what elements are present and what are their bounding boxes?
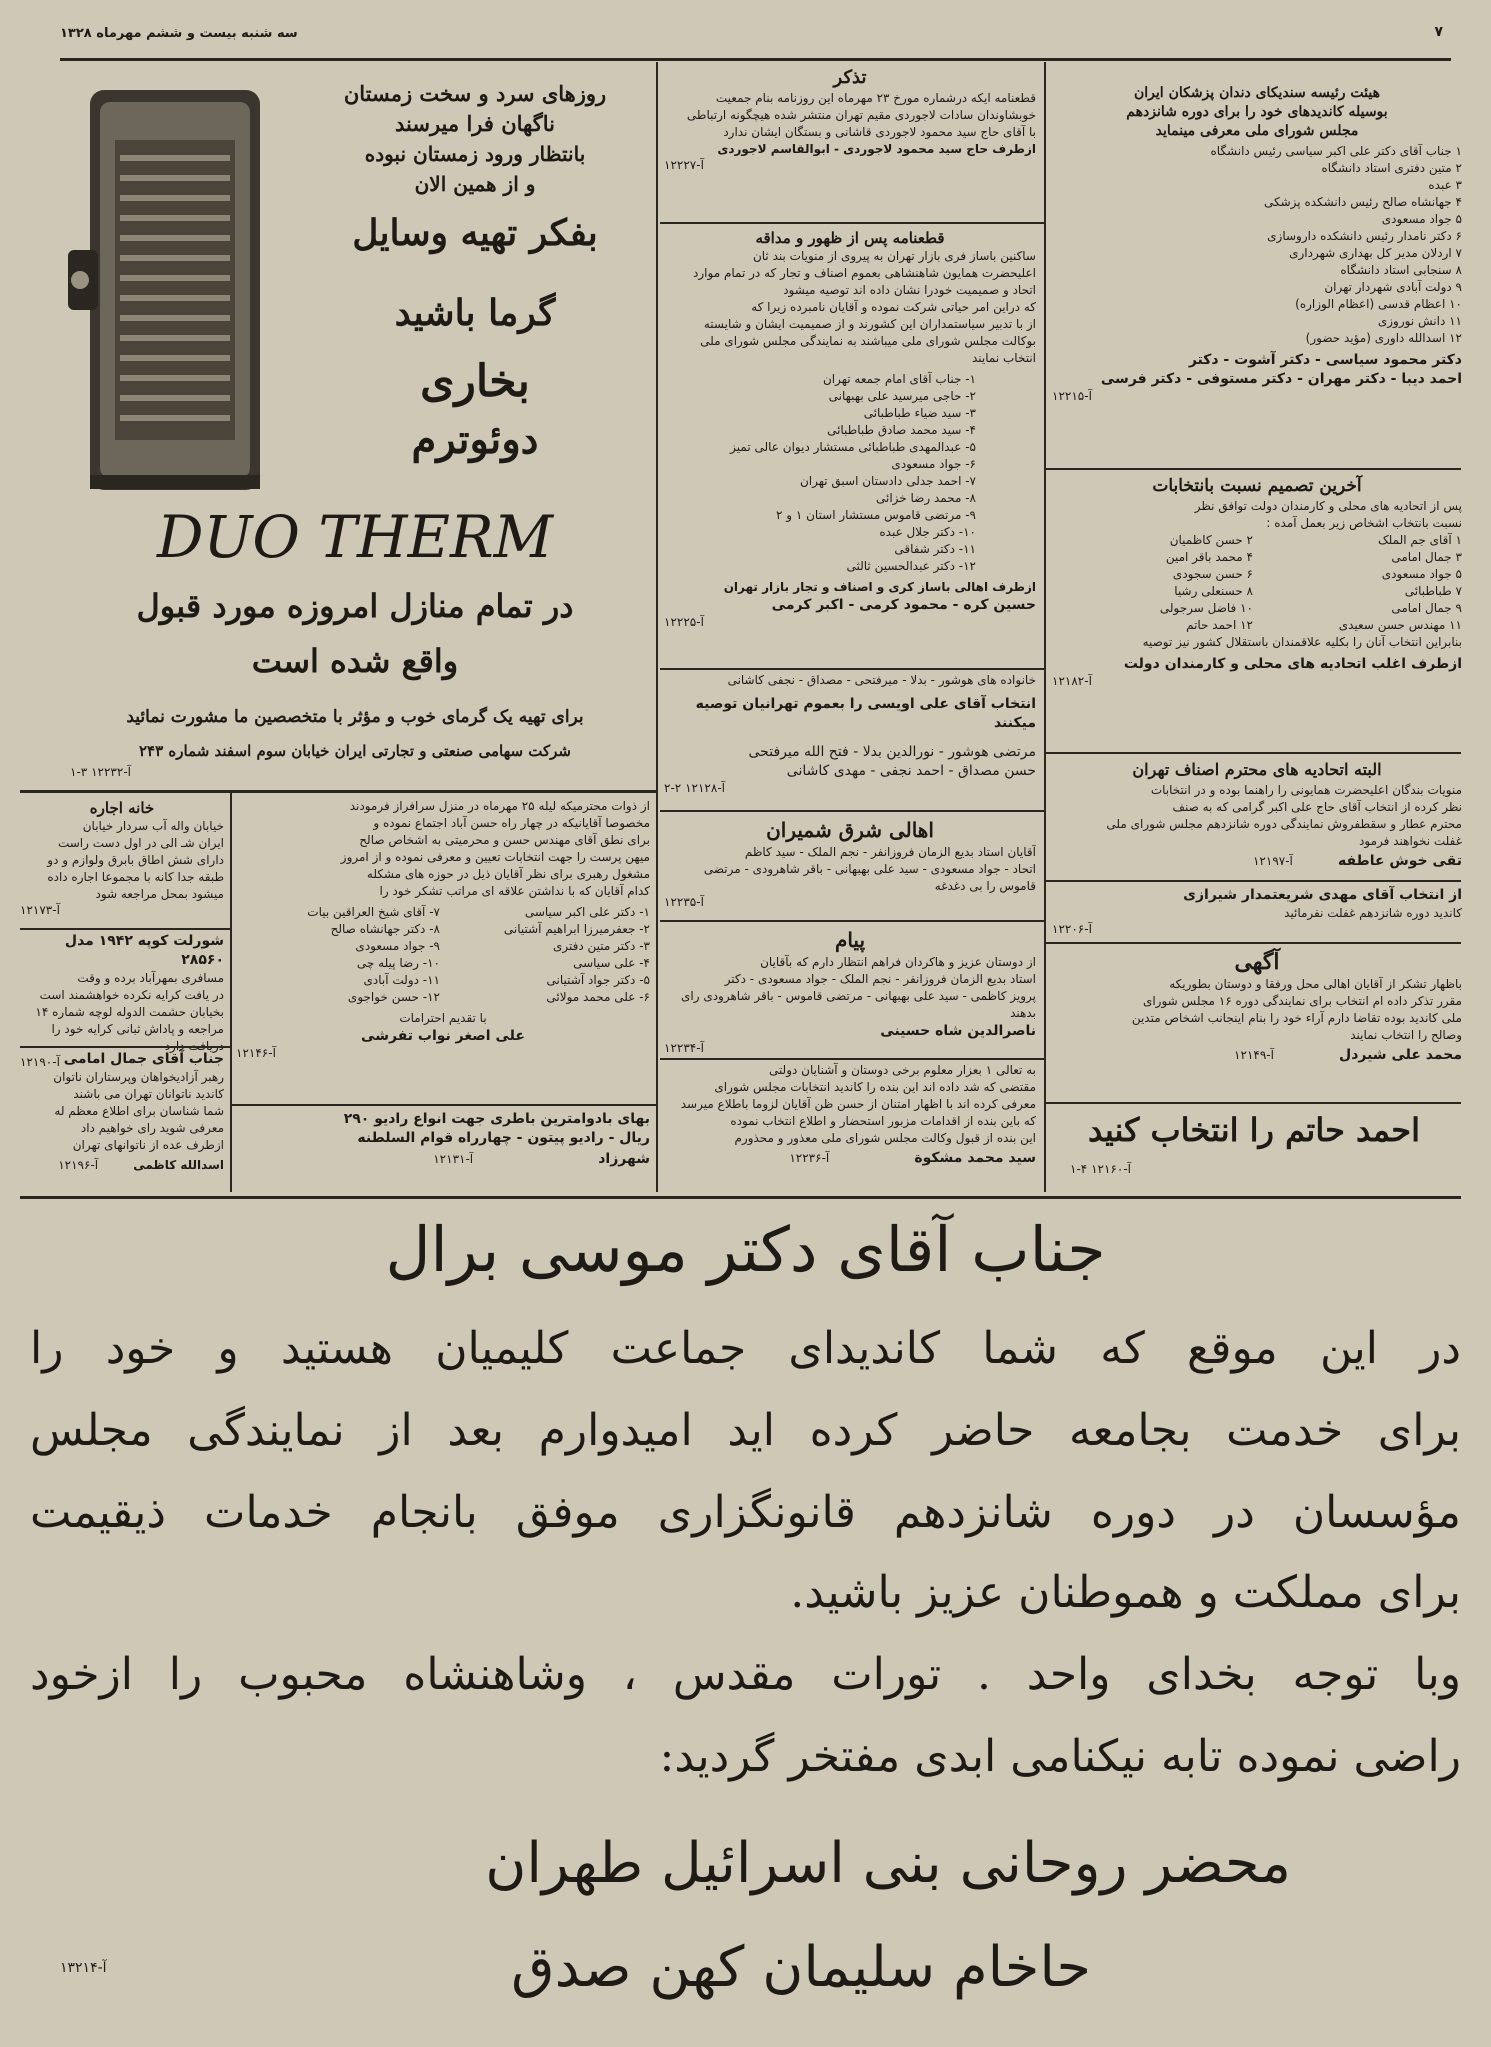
dentist-item: ۱ جناب آقای دکتر علی اکبر سیاسی رئیس دانشگاه (1210, 144, 1462, 158)
right-rule-5 (1046, 1102, 1461, 1104)
mid-rule-2 (660, 668, 1044, 670)
thanks-sign-1: با تقدیم احترامات (399, 1011, 487, 1025)
sheikh-text: از انتخاب آقای مهدی شریعتمدار شیرازی (1183, 887, 1462, 903)
dentist-sign-2: احمد دیبا - دکتر مهران - دکتر مستوفی - دکتر فرسی (1100, 371, 1462, 387)
rent-ref: آ-۱۲۱۷۳ (20, 903, 60, 917)
owaysi-notice (664, 672, 1036, 795)
letter-line-7: راضی نموده تابه نیکنامی ابدی مفتخر گردید: (659, 1731, 1461, 1782)
last-sign: ازطرف اغلب اتحادیه های محلی و کارمندان دولت (1123, 656, 1462, 672)
last-title: آخرین تصمیم نسبت بانتخابات (1152, 476, 1362, 496)
emami-ref: آ-۱۲۱۹۶ (58, 1158, 99, 1172)
qatnameh-item: ۱۱- دکتر شفاقی (894, 542, 976, 556)
agahi-line: مقرر تذکر داده ام انتخاب برای نمایندگی دوره ۱۶ مجلس شورای (1142, 994, 1462, 1008)
qatnameh-line: از با تدبیر سیاستمداران این کشورند و از صمیمیت ایشان و شایسته (703, 317, 1036, 331)
thanks-item: ۸- دکتر جهانشاه صالح (330, 922, 440, 936)
qatnameh-ref: آ-۱۲۲۲۵ (664, 615, 704, 629)
thanks-ref: آ-۱۲۱۴۶ (236, 1046, 276, 1060)
car-line: مراجعه و پاداش ثبانی کرایه خود را (51, 1022, 224, 1036)
thanks-line: میهن پرست را جهت انتخابات تعیین و معرفی نموده و از امروز (340, 850, 650, 864)
last-item: ۱۰ فاضل سرجولی (1159, 601, 1253, 615)
dentist-item: ۶ دکتر نامدار رئیس دانشکده داروسازی (1267, 229, 1462, 243)
mashkut-line: به تعالی ۱ بعزار معلوم برخی دوستان و آشنایان دولتی (768, 1063, 1036, 1077)
radio-line-2: ریال - رادیو پیتون - چهارراه قوام السلطنه (357, 1130, 650, 1146)
letter-line-4: مؤسسان در دوره شانزدهم قانونگزاری موفق بانجام خدمات ذیقیمت (30, 1487, 1461, 1538)
agahi-line: باظهار تشکر از آقایان اهالی محل ورفقا و دوستان بطوریکه (1169, 977, 1462, 991)
heater-line3: بانتظار ورود زمستان نبوده (364, 142, 586, 166)
column-divider-left (656, 62, 658, 1192)
right-rule-2 (1046, 752, 1461, 754)
dentist-title-1: هیئت رئیسه سندیکای دندان پزشکان ایران (1134, 85, 1380, 101)
last-item: ۳ جمال امامی (1391, 550, 1462, 564)
mashkut-line: این بنده از قبول وکالت مجلس شورای ملی معذور و محذورم (734, 1131, 1036, 1145)
mashkut-line: معرفی کرده اند با اظهار امتنان از حسن ظن آقایان لزوما باطلاع میرسد (680, 1097, 1036, 1111)
radio-ad (236, 1110, 650, 1169)
dentist-notice (1052, 84, 1462, 403)
qatnameh-item: ۱۲- دکتر عبدالحسین ثالثی (846, 559, 976, 573)
thanks-notice (236, 798, 650, 1060)
thanks-item: ۷- آقای شیخ العراقین بیات (307, 905, 440, 919)
mashkut-sign: سید محمد مشکوة (914, 1150, 1036, 1166)
owaysi-families: خانواده های هوشور - بدلا - میرفتحی - مصداق - نجفی کاشانی (727, 673, 1036, 687)
hatam-slogan: احمد حاتم را انتخاب کنید (1088, 1111, 1420, 1149)
dentist-item: ۷ اردلان مدیر کل بهداری شهرداری (1289, 246, 1462, 260)
rent-line: میشود بمحل مراجعه شود (95, 887, 224, 901)
letter-signature-org: محضر روحانی بنی اسرائیل طهران (485, 1831, 1291, 1896)
last-item: ۵ جواد مسعودی (1381, 567, 1462, 581)
car-ref: آ-۱۲۱۹۰ (20, 1055, 60, 1069)
qatnameh-item: ۵- عبدالمهدی طباطبائی مستشار دیوان عالی تمیز (730, 440, 976, 454)
shemiran-notice (664, 816, 1036, 909)
emami-line: کاندید ناتوانان تهران می باشند (73, 1087, 224, 1101)
agahi-title: آگهی (1234, 949, 1280, 975)
qatnameh-sign: ازطرف اهالی باساز کری و اصناف و تجار بازار تهران (723, 580, 1036, 594)
heater-line9: در تمام منازل امروزه مورد قبول (136, 587, 574, 625)
dentist-item: ۱۲ اسدالله داوری (مؤید حضور) (1305, 331, 1462, 345)
qatnameh-line: انتخاب نمایند (971, 351, 1036, 365)
dentist-item: ۵ جواد مسعودی (1381, 212, 1462, 226)
qatnameh-item: ۳- سید ضیاء طباطبائی (863, 406, 976, 420)
heater-line10: واقع شده است (251, 642, 459, 680)
car-title: شورلت کوپه ۱۹۴۲ مدل ۲۸۵۶۰ (64, 933, 224, 968)
owaysi-names: مرتضی هوشور - نورالدین بدلا - فتح الله میرفتحی (748, 744, 1036, 760)
qatnameh-item: ۷- احمد جدلی دادستان اسبق تهران (799, 474, 976, 488)
payam-notice (664, 926, 1036, 1055)
lower-section-rule (20, 1196, 1461, 1199)
qatnameh-title: قطعنامه پس از ظهور و مداقه (755, 229, 945, 247)
right-rule-3 (1046, 880, 1461, 882)
payam-line: پرویز کاظمی - سید علی بهبهانی - مرتضی قاموس - باقر شاهرودی رای (680, 989, 1036, 1003)
payam-line: استاد بدیع الزمان فروزانفر - نجم الملک - جواد مسعودی - دکتر (724, 972, 1036, 986)
agahi-sign: محمد علی شیردل (1339, 1047, 1462, 1063)
mashkut-ref: آ-۱۲۲۳۶ (789, 1151, 830, 1165)
dentist-title-2: بوسیله کاندیدهای خود را برای دوره شانزدهم (1126, 104, 1388, 120)
owaysi-names2: حسن مصداق - احمد نجفی - مهدی کاشانی (786, 763, 1036, 779)
shemiran-line: قاموس را بی دغدغه (934, 879, 1036, 893)
qatnameh-line: بوکالت مجلس شورای ملی میباشند به نمایندگی مجلس شورای ملی (700, 334, 1036, 348)
payam-line: بدهند (1010, 1006, 1036, 1020)
rent-title: خانه اجاره (89, 799, 155, 817)
payam-sign: ناصرالدین شاه حسینی (880, 1023, 1036, 1039)
agahi-notice (1052, 948, 1462, 1065)
heater-company: شرکت سهامی صنعتی و تجارتی ایران خیابان سوم اسفند شماره ۲۴۳ (139, 742, 571, 760)
small-rule-1 (20, 928, 230, 930)
emami-line: شما شناسان برای اطلاع معظم له (54, 1104, 224, 1118)
emami-line: معرفی شوید رای خواهیم داد (80, 1121, 224, 1135)
qatnameh-names: حسین کره - محمود کرمی - اکبر کرمی (771, 597, 1036, 613)
qatnameh-item: ۸- محمد رضا خزائی (876, 491, 976, 505)
agahi-line: وصالح را انتخاب نمایند (1350, 1028, 1462, 1042)
qatnameh-item: ۱- جناب آقای امام جمعه تهران (822, 372, 976, 386)
agahi-line: ملی کاندید بوده تقاضا دارم آراء خود را بنام اینجانب اشخاص متدین (1131, 1011, 1462, 1025)
mid-rule-1 (660, 222, 1044, 224)
rent-line: طبقه جدا کانه با مجموعا اجاره داده (47, 870, 224, 884)
emami-title: جناب آقای جمال امامی (63, 1051, 224, 1067)
qatnameh-item: ۴- سید محمد صادق طباطبائی (827, 423, 976, 437)
last-ref: آ-۱۲۱۸۲ (1052, 674, 1092, 688)
qatnameh-item: ۶- جواد مسعودی (891, 457, 976, 471)
tazakor-line: ازطرف حاج سید محمود لاجوردی - ابوالقاسم لاجوردی (717, 142, 1036, 156)
masthead-date: سه شنبه بیست و ششم مهرماه ۱۳۲۸ (60, 26, 298, 41)
emami-line: ازطرف عده از ناتوانهای تهران (72, 1138, 224, 1152)
heater-bottom-rule (20, 790, 656, 793)
letter-line-5: برای مملکت و هموطنان عزیز باشید. (790, 1567, 1461, 1618)
dentist-ref: آ-۱۲۲۱۵ (1052, 389, 1092, 403)
tazakor-line: قطعنامه ایکه درشماره مورخ ۲۳ مهرماه این روزنامه بنام جمعیت (715, 91, 1036, 105)
heater-brand-latin: DUO THERM (156, 503, 554, 571)
mashkut-line: مقتضی که شد داده اند این بنده را کاندید انتخابات مجلس شورای (714, 1080, 1036, 1094)
rent-line: خیابان واله آب سردار خیابان (82, 819, 224, 833)
last-item: ۱ آقای جم الملک (1377, 533, 1462, 547)
emami-line: رهبر آزادیخواهان وپرستاران ناتوان (53, 1070, 224, 1084)
thanks-item: ۹- جواد مسعودی (355, 939, 440, 953)
shemiran-line: اتحاد - جواد مسعودی - سید علی بهبهانی - باقر شاهرودی - مرتضی (703, 862, 1036, 876)
asnaf-notice (1052, 758, 1462, 871)
asnaf-line: منویات بندگان اعلیحضرت همایونی را راهنما بوده و در انتخابات (1150, 783, 1462, 797)
qatnameh-line: اعلیحضرت همایون شاهنشاهی بعموم اصناف و تجار که در تمام موارد (693, 266, 1036, 280)
thanks-item: ۱- دکتر علی اکبر سیاسی (524, 905, 650, 919)
qatnameh-line: که دراین امر حیاتی شرکت نموده و آقایان نامبرده زیرا که (751, 300, 1036, 314)
small-col-divider (230, 792, 232, 1192)
heater-line7: بخاری (420, 356, 530, 407)
payam-title: پیام (834, 928, 866, 952)
thanks-item: ۲- جعفرمیرزا ابراهیم آشتیانی (503, 922, 650, 936)
radio-ref: آ-۱۲۱۳۱ (433, 1152, 474, 1166)
heater-line1: روزهای سرد و سخت زمستان (343, 81, 607, 106)
sheikh-notice (1052, 886, 1462, 936)
hatam-ref: آ-۱۲۱۶۰ ۴-۱ (1070, 1162, 1131, 1176)
thanks-line: کدام آقایان که با نداشتن علاقه ای مراتب تشکر خود را (379, 884, 650, 898)
heater-line2: ناگهان فرا میرسند (395, 111, 555, 136)
last-decision-notice (1052, 474, 1462, 688)
emami-notice (20, 1050, 224, 1174)
qatnameh-item: ۲- حاجی میرسید علی بهبهانی (828, 389, 976, 403)
emami-sign: اسدالله کاظمی (133, 1158, 224, 1172)
asnaf-sign: تقی خوش عاطفه (1337, 853, 1462, 869)
last-note: بنابراین انتخاب آنان را بکلیه علاقمندان باستقلال کشور نیز توصیه (1142, 635, 1462, 649)
qatnameh-line: اتحاد و صمیمیت خودرا نشان داده اند توصیه میشود (783, 283, 1036, 297)
last-item: ۱۲ احمد حاتم (1186, 618, 1253, 632)
radio-shop: شهرزاد (598, 1151, 650, 1167)
last-item: ۱۱ مهندس حسن سعیدی (1338, 618, 1462, 632)
asnaf-ref: آ-۱۲۱۹۷ (1252, 854, 1293, 868)
shemiran-ref: آ-۱۲۲۳۵ (664, 895, 704, 909)
rent-notice (20, 798, 224, 917)
letter-line-2: در این موقع که شما کاندیدای جماعت کلیمیان هستید و خود را (30, 1323, 1461, 1374)
last-line: پس از اتحادیه های محلی و کارمندان دولت توافق نظر (1194, 499, 1462, 513)
right-rule-1 (1046, 468, 1461, 470)
shemiran-title: اهالی شرق شمیران (766, 818, 934, 842)
column-divider-right (1044, 62, 1046, 1192)
thanks-item: ۱۲- حسن خواجوی (347, 990, 440, 1004)
center-rule (232, 1104, 656, 1106)
car-line: مسافری بمهرآباد برده و وقت (77, 971, 224, 985)
qatnameh-notice (664, 228, 1036, 629)
sheikh-ref: آ-۱۲۲۰۶ (1052, 922, 1092, 936)
tazakor-line: خوبشاوندان سادات لاجوردی مقیم تهران منتشر شده هیچگونه ارتباطی (686, 108, 1036, 122)
thanks-item: ۵- دکتر جواد آشتیانی (546, 973, 650, 987)
page-number: ۷ (1434, 24, 1443, 40)
tazakor-notice (664, 66, 1036, 172)
thanks-line: مخصوصا آقایانیکه در چهار راه حسن آباد اجتماع نموده و (373, 816, 650, 830)
thanks-item: ۳- دکتر متین دفتری (552, 939, 650, 953)
mashkut-line: که باین بنده از اقدامات مزبور استحضار و اطلاع انتخاب نموده (730, 1114, 1036, 1128)
last-item: ۷ طباطبائی (1404, 584, 1462, 598)
heater-illustration (60, 80, 280, 500)
dentist-item: ۱۱ دانش نوروزی (1377, 314, 1462, 328)
payam-line: از دوستان عزیز و هاکردان فراهم انتظار دارم که بآقایان (760, 955, 1036, 969)
sheikh-text-2: کاندید دوره شانزدهم غفلت نفرمائید (1284, 906, 1462, 920)
car-line: در یافت کرایه نکرده خواهشمند است (39, 988, 224, 1002)
letter-line-3: برای خدمت بجامعه حاضر کرده اید امیدوارم بعد از نمایندگی مجلس (30, 1405, 1461, 1456)
letter-salutation: جناب آقای دکتر موسی برال (385, 1213, 1106, 1286)
heater-line8: دوئوترم (411, 416, 539, 463)
heater-line11: برای تهیه یک گرمای خوب و مؤثر با متخصصین ما مشورت نمائید (126, 707, 584, 727)
heater-line5: بفکر تهیه وسایل (352, 212, 598, 254)
last-line: نسبت بانتخاب اشخاص زیر بعمل آمده : (1266, 516, 1462, 530)
letter-ref: آ-۱۳۲۱۴ (60, 1960, 107, 1976)
last-item: ۲ حسن کاظمیان (1169, 533, 1253, 547)
thanks-sign-2: علی اصغر نواب تفرشی (361, 1028, 525, 1044)
dentist-item: ۲ متین دفتری استاد دانشگاه (1321, 161, 1462, 175)
owaysi-title: انتخاب آقای علی اویسی را بعموم تهرانیان توصیه میکنند (695, 696, 1036, 731)
thanks-line: برای نطق آقای مهندس حسن و محرمیتی به اشخاص صالح (359, 833, 650, 847)
asnaf-title: البته اتحادیه های محترم اصناف تهران (1132, 760, 1382, 779)
asnaf-line: نظر کرده از انتخاب آقای حاج علی اکبر گرامی که به صنف (1172, 800, 1462, 814)
mid-rule-3 (660, 810, 1044, 812)
tazakor-ref: آ-۱۲۲۲۷ (664, 158, 704, 172)
dentist-title-3: مجلس شورای ملی معرفی مینماید (1155, 123, 1359, 139)
last-item: ۸ حسنعلی رشیا (1174, 584, 1253, 598)
thanks-line: از ذوات محترمیکه لیله ۲۵ مهرماه در منزل سرافراز فرمودند (349, 799, 650, 813)
thanks-item: ۱۱- دولت آبادی (363, 973, 440, 987)
owaysi-ref: آ-۱۲۱۲۸ ۲-۲ (664, 781, 725, 795)
car-notice (20, 932, 224, 1069)
asnaf-line: غفلت نخواهند فرمود (1359, 834, 1462, 848)
last-item: ۹ جمال امامی (1391, 601, 1462, 615)
agahi-ref: آ-۱۲۱۴۹ (1234, 1048, 1274, 1062)
masthead-rule (60, 58, 1451, 61)
rent-line: ایران شـ الی در اول دست راست (57, 836, 224, 850)
dentist-item: ۳ عبده (1428, 178, 1462, 192)
mid-rule-5 (660, 1058, 1044, 1060)
tazakor-title: تذکر (833, 67, 867, 88)
tazakor-line: با آقای حاج سید محمود لاجوردی قاشانی و بستگان ایشان ندارد (723, 125, 1036, 139)
last-item: ۶ حسن سجودی (1172, 567, 1253, 581)
mashkut-notice (664, 1062, 1036, 1168)
car-line: بخیابان حشمت الدوله لوچه شماره ۱۴ (35, 1005, 224, 1019)
qatnameh-item: ۹- مرتضی قاموس مستشار استان ۱ و ۲ (775, 508, 976, 522)
asnaf-line: محترم عطار و سقطفروش نمایندگی دوره شانزدهم مجلس شورای ملی (1106, 817, 1462, 831)
rent-line: دارای شش اطاق بابرق ولوازم و دو (47, 853, 224, 867)
qatnameh-line: ساکنین باساز فری بازار تهران به پیروی از منویات بند ثان (752, 249, 1036, 263)
dentist-sign-1: دکتر محمود سیاسی - دکتر آشوت - دکتر (1188, 352, 1462, 368)
letter-line-6: وبا توجه بخدای واحد . تورات مقدس ، وشاهنشاه محبوب را ازخود (30, 1649, 1461, 1700)
thanks-item: ۱۰- رضا پیله چی (356, 956, 440, 970)
heater-ref: آ-۱۲۲۳۲ ۳-۱ (70, 765, 131, 779)
dentist-item: ۸ سنجابی استاد دانشگاه (1340, 263, 1462, 277)
heater-line6: گرما باشید (394, 292, 556, 334)
payam-ref: آ-۱۲۲۳۴ (664, 1041, 704, 1055)
small-rule-2 (20, 1046, 230, 1048)
letter-signature-name: حاخام سلیمان کهن صدق (511, 1935, 1091, 2000)
right-rule-4 (1046, 942, 1461, 944)
thanks-line: مشغول رهبری برای نظر آقایان ذیل در حوزه های مشکله (366, 867, 650, 881)
qatnameh-item: ۱۰- دکتر جلال عبده (879, 525, 976, 539)
mid-rule-4 (660, 920, 1044, 922)
dentist-item: ۴ جهانشاه صالح رئیس دانشکده پزشکی (1263, 195, 1462, 209)
last-item: ۴ محمد باقر امین (1165, 550, 1253, 564)
dentist-item: ۱۰ اعظام قدسی (اعظام الوزاره) (1295, 297, 1462, 311)
thanks-item: ۴- علی سیاسی (573, 956, 650, 970)
dentist-item: ۹ دولت آبادی شهردار تهران (1324, 280, 1462, 294)
shemiran-line: آقایان استاد بدیع الزمان فروزانفر - نجم الملک - سید کاظم (744, 845, 1036, 859)
thanks-item: ۶- علی محمد مولائی (546, 990, 650, 1004)
radio-line-1: بهای بادوامترین باطری جهت انواع رادیو ۲۹۰ (343, 1111, 650, 1127)
heater-line4: و از همین الان (414, 172, 536, 196)
